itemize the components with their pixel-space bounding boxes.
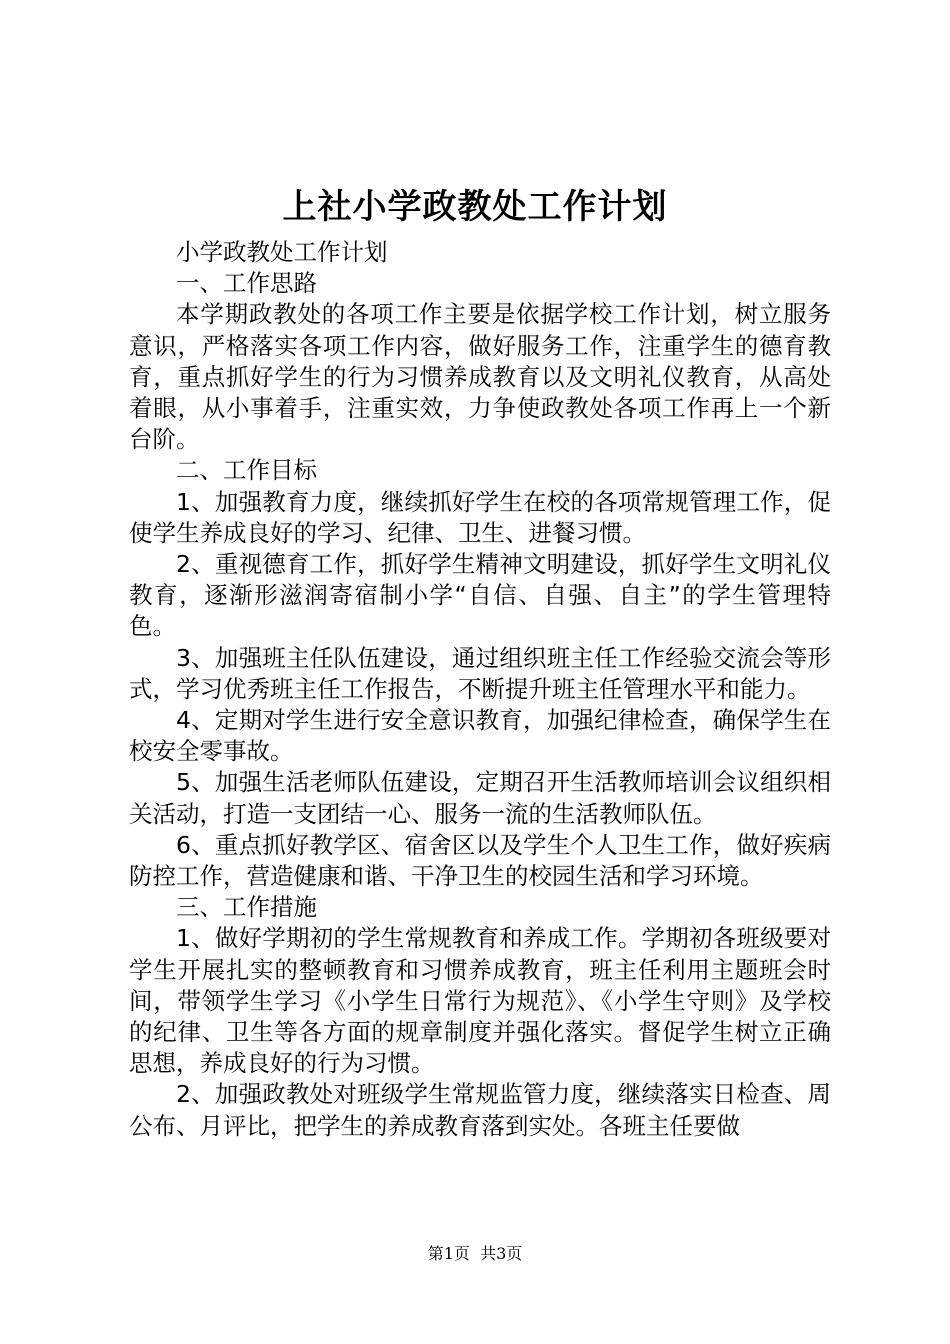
paragraph: 5、加强生活老师队伍建设，定期召开生活教师培训会议组织相关活动，打造一支团结一心、服务一流的生活教师队伍。 <box>129 768 831 828</box>
document-title: 上社小学政教处工作计划 <box>282 187 668 227</box>
section-heading-1: 一、工作思路 <box>176 269 317 298</box>
paragraph: 6、重点抓好教学区、宿舍区以及学生个人卫生工作，做好疾病防控工作，营造健康和谐、干净卫生的校园生活和学习环境。 <box>129 830 831 891</box>
section-heading-3: 三、工作措施 <box>176 893 317 922</box>
paragraph-heading: 小学政教处工作计划 <box>176 238 388 266</box>
paragraph: 3、加强班主任队伍建设，通过组织班主任工作经验交流会等形式，学习优秀班主任工作报告，不断提升班主任管理水平和能力。 <box>129 643 831 703</box>
document-body <box>129 237 831 1142</box>
paragraph: 2、加强政教处对班级学生常规监管力度，继续落实日检查、周公布、月评比，把学生的养成教育落到实处。各班主任要做 <box>129 1080 831 1140</box>
paragraph: 1、做好学期初的学生常规教育和养成工作。学期初各班级要对学生开展扎实的整顿教育和习惯养成教育，班主任利用主题班会时间，带领学生学习《小学生日常行为规范》、《小学生守则》及学校的纪律、卫生等各方面的规章制度并强化落实。督促学生树立正确思想，养成良好的行为习惯。 <box>129 924 831 1078</box>
page-footer <box>0 1243 950 1265</box>
paragraph: 1、加强教育力度，继续抓好学生在校的各项常规管理工作，促使学生养成良好的学习、纪律、卫生、进餐习惯。 <box>129 487 831 547</box>
paragraph: 2、重视德育工作，抓好学生精神文明建设，抓好学生文明礼仪教育，逐渐形滋润寄宿制小学“自信、自强、自主”的学生管理特色。 <box>129 550 831 641</box>
section-heading-2: 二、工作目标 <box>176 456 317 485</box>
page-number-label: 第1页 共3页 <box>427 1244 523 1263</box>
paragraph: 本学期政教处的各项工作主要是依据学校工作计划，树立服务意识，严格落实各项工作内容，做好服务工作，注重学生的德育教育，重点抓好学生的行为习惯养成教育以及文明礼仪教育，从高处着眼，从小事着手，注重实效，力争使政教处各项工作再上一个新台阶。 <box>129 300 831 454</box>
paragraph: 4、定期对学生进行安全意识教育，加强纪律检查，确保学生在校安全零事故。 <box>129 706 831 766</box>
